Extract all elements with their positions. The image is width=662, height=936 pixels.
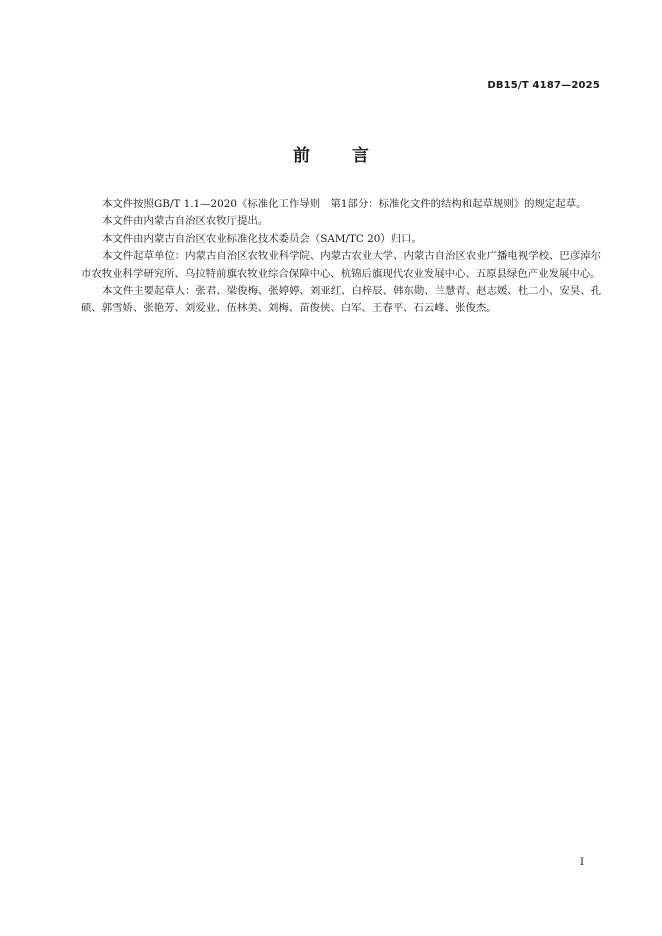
title-char-2: 言 (352, 146, 369, 166)
standard-code: DB15/T 4187—2025 (487, 80, 600, 91)
title-char-1: 前 (293, 146, 310, 166)
foreword-body (81, 196, 601, 318)
paragraph-drafting-units: 本文件起草单位：内蒙古自治区农牧业科学院、内蒙古农业大学、内蒙古自治区农业广播电视学校、巴彦淖尔市农牧业科学研究所、乌拉特前旗农牧业综合保障中心、杭锦后旗现代农业发展中心、五原县绿色产业发展中心。 (81, 250, 601, 280)
page-number: I (580, 857, 584, 868)
paragraph-proposer: 本文件由内蒙古自治区农牧厅提出。 (102, 215, 269, 228)
paragraph-drafters: 本文件主要起草人：张君、梁俊梅、张婷婷、刘亚红、白梓辰、韩东勋、兰慧青、赵志媛、杜二小、安昊、孔硕、郭雪娇、张艳芳、刘爱业、伍林美、刘梅、苗俊侠、白军、王春平、石云峰、张俊杰。 (81, 285, 601, 315)
paragraph-drafting-basis: 本文件按照GB/T 1.1—2020《标准化工作导则 第1部分：标准化文件的结构和起草规则》的规定起草。 (102, 198, 587, 210)
page-title (0, 141, 662, 166)
paragraph-committee: 本文件由内蒙古自治区农业标准化技术委员会（SAM/TC 20）归口。 (102, 232, 422, 245)
